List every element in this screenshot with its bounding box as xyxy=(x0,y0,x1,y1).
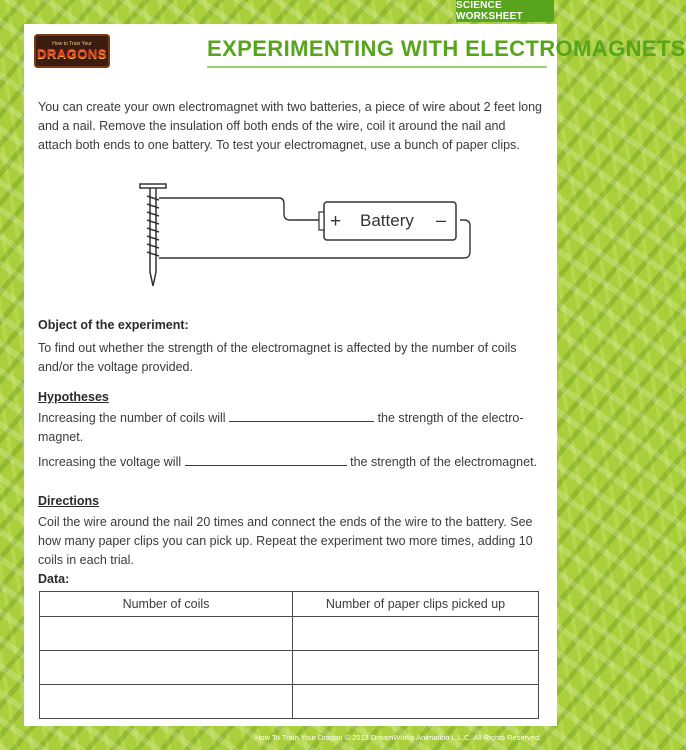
title-underline xyxy=(207,66,547,68)
hypothesis-1-start: Increasing the number of coils will xyxy=(38,411,226,425)
object-heading: Object of the experiment: xyxy=(38,318,189,332)
directions-text: Coil the wire around the nail 20 times and connect the ends of the wire to the battery. See how many paper clips you can pick up. Repeat the experiment two more times, adding 10 coils in each trial. xyxy=(38,515,533,567)
header-coils: Number of coils xyxy=(40,592,293,617)
worksheet-badge: SCIENCE WORKSHEET xyxy=(456,0,554,22)
object-text: To find out whether the strength of the electromagnet is affected by the number of coils and/or the voltage provided. xyxy=(38,341,517,374)
table-cell[interactable] xyxy=(40,651,293,685)
hypothesis-2 xyxy=(38,453,542,472)
hypotheses-heading: Hypotheses xyxy=(38,390,109,404)
table-cell[interactable] xyxy=(293,651,539,685)
data-table xyxy=(39,591,539,719)
coil-icon xyxy=(147,196,159,256)
electromagnet-diagram xyxy=(114,174,484,294)
battery-icon xyxy=(319,202,456,240)
directions-heading: Directions xyxy=(38,494,100,508)
hypothesis-2-start: Increasing the voltage will xyxy=(38,455,182,469)
dragons-logo xyxy=(34,34,110,68)
battery-label: Battery xyxy=(360,211,414,230)
data-label: Data: xyxy=(38,572,70,586)
table-cell[interactable] xyxy=(293,617,539,651)
table-header-row xyxy=(40,592,539,617)
hypothesis-1-cont: magnet. xyxy=(38,430,84,444)
logo-big-text: DRAGONS xyxy=(37,46,107,61)
hypothesis-1-end: the strength of the electro- xyxy=(377,411,524,425)
table-row xyxy=(40,685,539,719)
hypothesis-2-blank[interactable] xyxy=(185,453,347,466)
battery-plus: + xyxy=(330,211,342,232)
nail-icon xyxy=(140,184,166,286)
table-row xyxy=(40,617,539,651)
table-cell[interactable] xyxy=(293,685,539,719)
table-cell[interactable] xyxy=(40,617,293,651)
header-paper-clips: Number of paper clips picked up xyxy=(293,592,539,617)
page-title: EXPERIMENTING WITH ELECTROMAGNETS xyxy=(207,36,686,61)
hypothesis-1-blank[interactable] xyxy=(229,409,374,422)
hypothesis-2-end: the strength of the electromagnet. xyxy=(350,455,538,469)
intro-paragraph: You can create your own electromagnet with two batteries, a piece of wire about 2 feet long and a nail. Remove the insulation off both ends of the wire, coil it around the nail and attach both ends to one battery. To test your electromagnet, use a bunch of paper clips. xyxy=(38,100,543,152)
copyright-footer: How To Train Your Dragon © 2013 DreamWorks Animation L.L.C. All Rights Reserved. xyxy=(255,733,542,742)
battery-minus: – xyxy=(436,210,447,230)
worksheet-panel xyxy=(24,24,686,726)
table-row xyxy=(40,651,539,685)
table-cell[interactable] xyxy=(40,685,293,719)
logo-small-text: How to Train Your xyxy=(52,41,92,47)
hypothesis-1 xyxy=(38,409,542,447)
